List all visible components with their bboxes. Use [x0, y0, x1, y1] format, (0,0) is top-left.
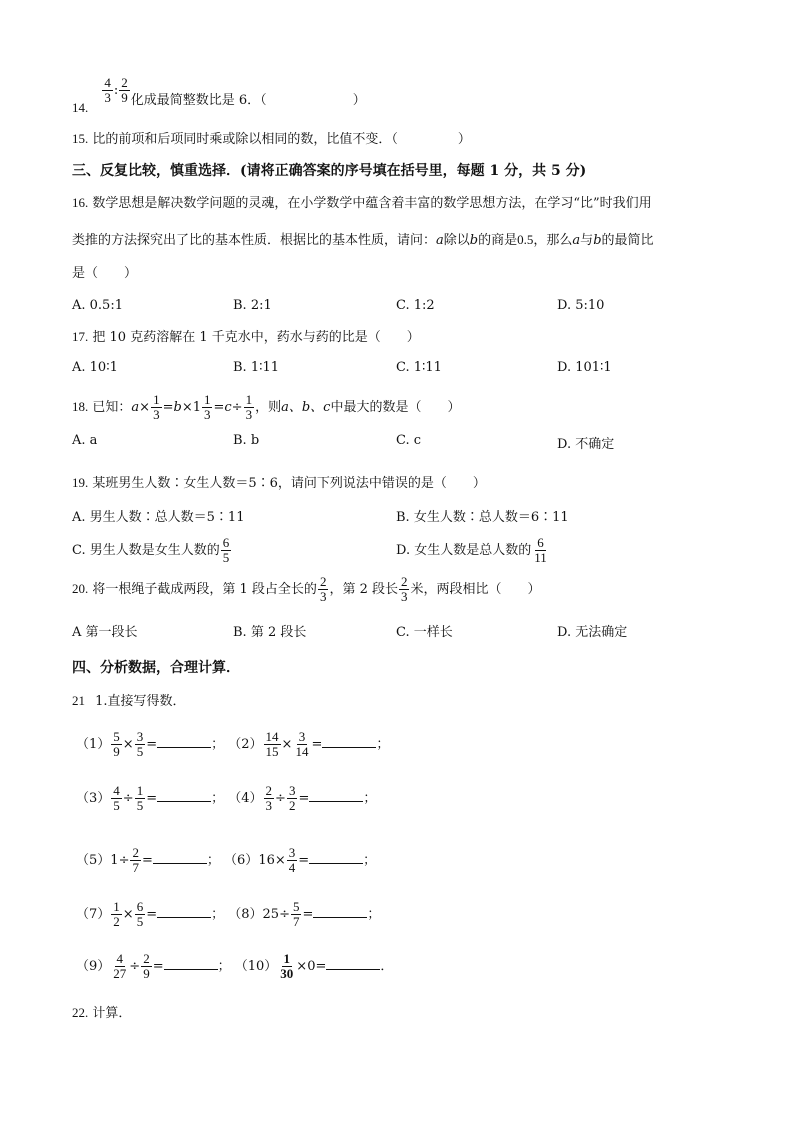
question-number: 20.: [72, 581, 89, 596]
option-d[interactable]: D. 无法确定: [557, 625, 628, 640]
operator: ÷: [275, 791, 286, 806]
equals-sign: =: [298, 791, 310, 806]
answer-blank[interactable]: [322, 735, 376, 748]
operator: ÷: [122, 791, 134, 806]
question-number: 19.: [72, 475, 89, 490]
paren-close: ）: [352, 93, 366, 108]
question-text: 与: [580, 233, 594, 248]
option-a[interactable]: A 第一段长: [72, 625, 138, 640]
fraction: $\frac{2}{3}$: [265, 783, 273, 813]
fraction: $\frac{1}{30}$: [280, 951, 294, 981]
separator: ；: [211, 907, 225, 922]
option-a[interactable]: A. 10∶1: [72, 360, 118, 375]
calc-item-4: [76, 898, 380, 932]
fraction: $\frac{4}{27}$: [113, 951, 127, 981]
var-a: a: [436, 233, 444, 248]
calc-item-5: [76, 950, 393, 984]
question-text: 除以: [443, 233, 470, 248]
option-a[interactable]: A. 0.5:1: [72, 298, 123, 313]
var-b: b: [593, 233, 602, 248]
equals-sign: =: [311, 737, 323, 752]
answer-blank[interactable]: [157, 735, 211, 748]
question-17: [72, 329, 420, 346]
answer-blank[interactable]: [153, 851, 207, 864]
item-label: （4）: [228, 791, 263, 806]
fraction: $\frac{3}{5}$: [136, 729, 144, 759]
option-b[interactable]: B. b: [233, 433, 260, 448]
operator: ×: [296, 959, 308, 974]
var-a: a: [572, 233, 581, 248]
question-15: [72, 131, 471, 148]
calc-item-3: [76, 844, 376, 878]
question-text: 中最大的数是（ ）: [330, 400, 461, 415]
fraction: $\frac{6}{5}$: [222, 535, 230, 565]
separator: ；: [376, 737, 390, 752]
answer-blank[interactable]: [164, 957, 218, 970]
question-text: 化成最简整数比是 6．（: [130, 93, 267, 108]
answer-blank[interactable]: [313, 905, 367, 918]
item-label: （5）: [76, 853, 111, 868]
question-text: 比的前项和后项同时乘或除以相同的数，比值不变．（: [92, 132, 398, 147]
question-22: [72, 1005, 131, 1022]
fraction: $\frac{1}{5}$: [136, 783, 144, 813]
fraction: $\frac{5}{7}$: [292, 899, 300, 929]
fraction: $\frac{3}{14}$: [295, 729, 309, 759]
question-text: 米，两段相比（ ）: [410, 582, 541, 597]
separator: ；: [211, 791, 225, 806]
calc-item-1: [76, 728, 389, 762]
operator: ×: [274, 853, 286, 868]
question-text: 1.直接写得数．: [95, 694, 186, 709]
equals-sign: =: [146, 791, 158, 806]
question-18: [72, 390, 460, 425]
option-a[interactable]: A. a: [72, 433, 98, 448]
separator: ；: [363, 791, 377, 806]
var-a: a: [131, 400, 140, 415]
separator: ；: [363, 853, 377, 868]
option-b[interactable]: B. 1∶11: [233, 360, 280, 375]
answer-blank[interactable]: [309, 789, 363, 802]
question-number: 14.: [72, 100, 89, 115]
equals-sign: =: [146, 907, 158, 922]
operator: ×: [122, 737, 134, 752]
operator: ÷: [129, 959, 141, 974]
equals-sign: =: [146, 737, 158, 752]
option-b[interactable]: B. 第 2 段长: [233, 625, 307, 640]
option-text: C. 男生人数是女生人数的: [72, 543, 220, 558]
fraction: $\frac{3}{2}$: [288, 783, 296, 813]
operator: ×: [281, 737, 293, 752]
answer-blank[interactable]: [326, 957, 380, 970]
question-text: 的商是: [478, 233, 518, 248]
fraction: $\frac{4}{3}$: [104, 75, 111, 105]
question-number: 15.: [72, 131, 89, 146]
item-label: （8）: [228, 907, 263, 922]
section-4-heading: 四、分析数据，合理计算．: [72, 660, 240, 676]
separator: ．: [380, 959, 394, 974]
var-b: b: [173, 400, 182, 415]
fraction: $\frac{4}{5}$: [113, 783, 120, 813]
option-d[interactable]: D. 不确定: [557, 437, 615, 452]
value: 0.5: [517, 232, 534, 247]
section-3-heading: 三、反复比较，慎重选择．(请将正确答案的序号填在括号里，每题 1 分，共 5 分): [72, 163, 587, 179]
item-label: （1）: [76, 737, 111, 752]
answer-blank[interactable]: [309, 851, 363, 864]
fraction: $\frac{2}{3}$: [400, 574, 408, 604]
fraction: $\frac{1}{3}$: [245, 392, 253, 422]
fraction: $\frac{5}{9}$: [113, 729, 120, 759]
fraction: $\frac{6}{5}$: [136, 899, 144, 929]
ratio-colon: :: [113, 83, 119, 98]
variables: a、b、c: [281, 400, 331, 415]
question-text: 类推的方法探究出了比的基本性质．根据比的基本性质，请问：: [72, 233, 437, 248]
item-label: （10）: [234, 959, 278, 974]
separator: ；: [217, 959, 231, 974]
item-label: （7）: [76, 907, 111, 922]
question-text: ，则: [255, 400, 282, 415]
times-sign: ×1: [181, 400, 201, 415]
fraction: $\frac{6}{11}$: [534, 535, 547, 565]
paren-close: ）: [457, 132, 471, 147]
answer-blank[interactable]: [157, 789, 211, 802]
option-text: D. 女生人数是总人数的: [396, 543, 532, 558]
whole-number: 0: [307, 959, 316, 974]
var-b: b: [469, 233, 479, 248]
question-number: 21: [72, 693, 85, 708]
question-text: ，那么: [533, 233, 573, 248]
equals-sign: =: [213, 400, 225, 415]
question-text: ，第 2 段长: [329, 582, 398, 597]
question-text: 某班男生人数∶女生人数＝5∶6，请问下列说法中错误的是（ ）: [92, 476, 486, 491]
answer-blank[interactable]: [157, 905, 211, 918]
equals-sign: =: [141, 853, 153, 868]
operator: ×: [122, 907, 134, 922]
fraction: $\frac{3}{4}$: [288, 845, 296, 875]
fraction: $\frac{2}{9}$: [121, 75, 128, 105]
question-16-line1: [72, 195, 652, 212]
fraction: $\frac{2}{7}$: [132, 845, 139, 875]
question-text: 数学思想是解决数学问题的灵魂，在小学数学中蕴含着丰富的数学思想方法，在学习“比”时我们用: [92, 196, 652, 211]
whole-number: 1: [110, 853, 119, 868]
separator: ；: [206, 853, 220, 868]
fraction: $\frac{1}{2}$: [113, 899, 120, 929]
question-number: 18.: [72, 399, 89, 414]
item-label: （3）: [76, 791, 111, 806]
whole-number: 25: [262, 907, 280, 922]
fraction: $\frac{1}{3}$: [153, 392, 160, 422]
item-label: （6）: [224, 853, 259, 868]
question-text: 计算．: [92, 1006, 132, 1021]
option-c[interactable]: C. c: [396, 433, 422, 448]
question-text: 已知：: [92, 400, 132, 415]
question-21: [72, 693, 186, 710]
question-number: 22.: [72, 1005, 89, 1020]
item-label: （2）: [228, 737, 263, 752]
operator: ÷: [279, 907, 290, 922]
separator: ；: [211, 737, 225, 752]
question-14: [72, 75, 366, 115]
option-d[interactable]: [396, 536, 550, 566]
option-c[interactable]: C. 1:2: [396, 298, 435, 313]
operator: ÷: [118, 853, 130, 868]
option-c[interactable]: C. 一样长: [396, 625, 453, 640]
option-a[interactable]: A. 男生人数∶总人数＝5∶11: [72, 510, 245, 525]
question-number: 16.: [72, 195, 89, 210]
divide-sign: ÷: [231, 400, 243, 415]
fraction: $\frac{2}{9}$: [143, 951, 150, 981]
calc-item-2: [76, 782, 376, 816]
option-d[interactable]: D. 5:10: [557, 298, 605, 313]
option-c[interactable]: [72, 536, 232, 566]
fraction: $\frac{1}{3}$: [203, 392, 211, 422]
question-number: 17.: [72, 329, 89, 344]
question-text: 的最简比: [601, 233, 654, 248]
separator: ；: [367, 907, 381, 922]
var-c: c: [224, 400, 232, 415]
equals-sign: =: [302, 907, 314, 922]
question-text: 将一根绳子截成两段，第 1 段占全长的: [92, 582, 317, 597]
option-b[interactable]: B. 女生人数∶总人数＝6∶11: [396, 510, 569, 525]
question-16-line3: 是（ ）: [72, 266, 138, 281]
option-c[interactable]: C. 1∶11: [396, 360, 442, 375]
question-20: [72, 574, 541, 605]
question-text: 把 10 克药溶解在 1 千克水中，药水与药的比是（ ）: [92, 330, 420, 345]
option-d[interactable]: D. 101∶1: [557, 360, 612, 375]
question-16-line2: [72, 232, 654, 249]
fraction: $\frac{14}{15}$: [265, 729, 279, 759]
equals-sign: =: [152, 959, 164, 974]
question-19: [72, 475, 486, 492]
whole-number: 16: [258, 853, 275, 868]
item-label: （9）: [76, 959, 111, 974]
equals-sign: =: [315, 959, 327, 974]
times-sign: ×: [139, 400, 151, 415]
option-b[interactable]: B. 2:1: [233, 298, 272, 313]
equals-sign: =: [298, 853, 310, 868]
equals-sign: =: [162, 400, 174, 415]
fraction: $\frac{2}{3}$: [319, 574, 327, 604]
